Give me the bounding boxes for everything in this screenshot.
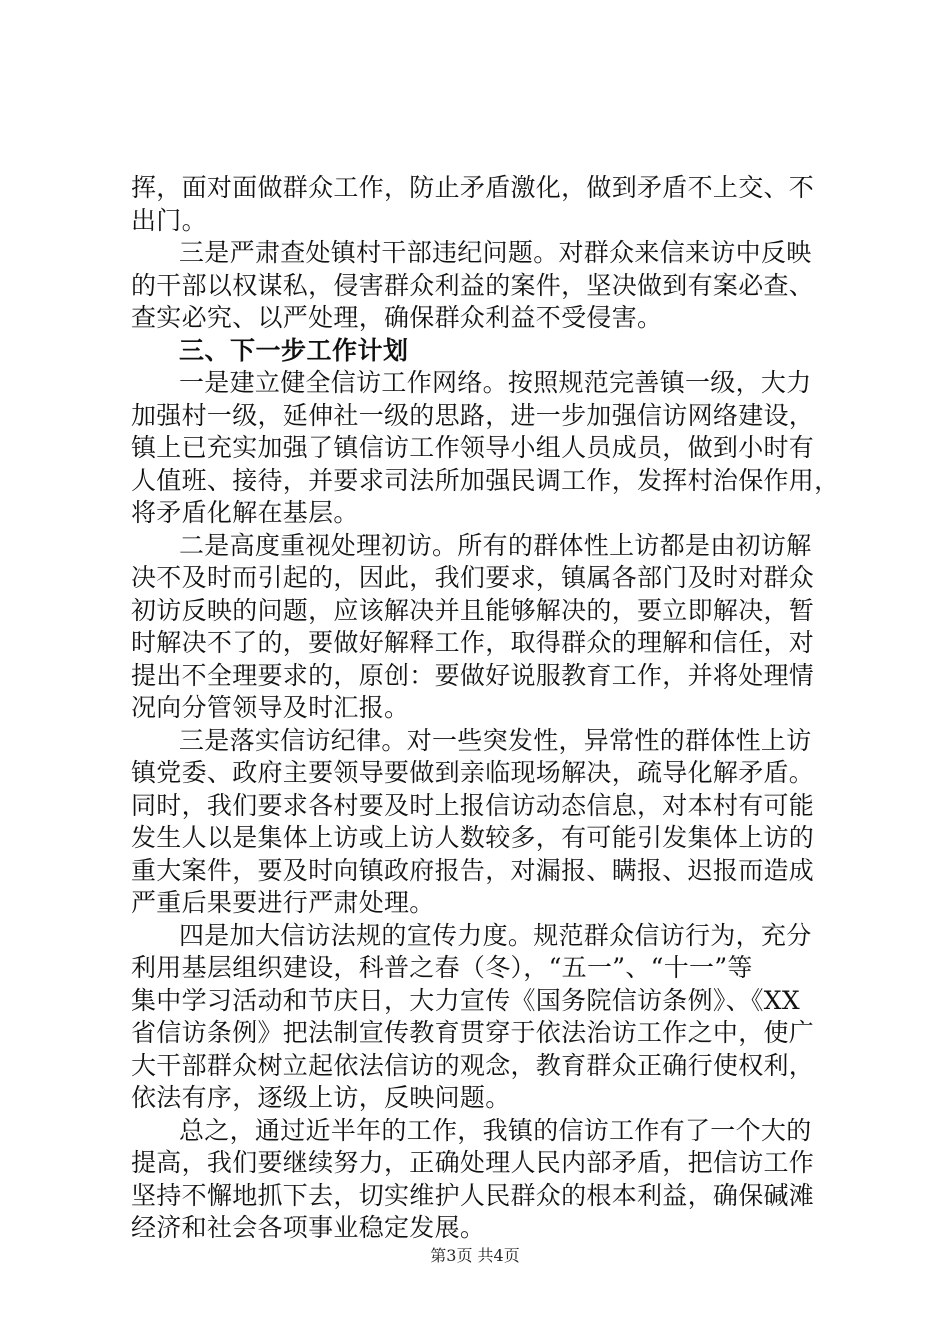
text-line: 发生人以是集体上访或上访人数较多，有可能引发集体上访的 [131,823,815,852]
text-line: 加强村一级，延伸社一级的思路，进一步加强信访网络建设， [131,400,815,430]
text-line: 的干部以权谋私，侵害群众利益的案件，坚决做到有案必查、 [131,270,815,300]
text-line: 挥，面对面做群众工作，防止矛盾激化，做到矛盾不上交、不 [131,173,815,202]
text-line: 三是落实信访纪律。对一些突发性，异常性的群体性上访 [179,725,812,755]
text-line: 镇上已充实加强了镇信访工作领导小组人员成员，做到小时有 [131,433,815,462]
text-line: 大干部群众树立起依法信访的观念，教育群众正确行使权利， [131,1050,815,1080]
text-line: 总之，通过近半年的工作，我镇的信访工作有了一个大的 [179,1115,812,1145]
text-line: 四是加大信访法规的宣传力度。规范群众信访行为，充分 [179,920,812,950]
text-line: 提高，我们要继续努力，正确处理人民内部矛盾，把信访工作 [131,1148,815,1177]
text-line: 二是高度重视处理初访。所有的群体性上访都是由初访解 [179,530,812,560]
text-line: 重大案件，要及时向镇政府报告，对漏报、瞒报、迟报而造成 [131,855,815,885]
document-body [131,172,843,1245]
text-line: 人值班、接待，并要求司法所加强民调工作，发挥村治保作用， [131,465,840,495]
text-line: 严重后果要进行严肃处理。 [131,888,435,917]
text-line: 坚持不懈地抓下去，切实维护人民群众的根本利益，确保碱滩 [131,1180,815,1210]
page-footer: 第3页 共4页 [430,1246,520,1265]
text-line: 三是严肃查处镇村干部违纪问题。对群众来信来访中反映 [179,238,812,267]
section-heading: 三、下一步工作计划 [179,335,409,365]
text-line: 经济和社会各项事业稳定发展。 [131,1213,486,1242]
text-line: 提出不全理要求的，原创：要做好说服教育工作，并将处理情 [131,660,815,690]
text-line: 决不及时而引起的，因此，我们要求，镇属各部门及时对群众 [131,563,815,592]
text-line: 同时，我们要求各村要及时上报信访动态信息，对本村有可能 [131,790,815,820]
text-line: 镇党委、政府主要领导要做到亲临现场解决，疏导化解矛盾。 [131,758,815,787]
text-line: 省信访条例》把法制宣传教育贯穿于依法治访工作之中，使广 [131,1018,815,1047]
text-line: 利用基层组织建设，科普之春（冬），“五一”、“十一”等 [131,953,753,982]
text-line: 时解决不了的，要做好解释工作，取得群众的理解和信任，对 [131,628,815,657]
text-line: 将矛盾化解在基层。 [131,498,359,527]
text-line: 出门。 [131,205,207,235]
text-line: 集中学习活动和节庆日，大力宣传《国务院信访条例》、《XX [131,985,800,1015]
text-line: 况向分管领导及时汇报。 [131,693,410,722]
text-line: 一是建立健全信访工作网络。按照规范完善镇一级，大力 [179,368,812,397]
text-line: 初访反映的问题，应该解决并且能够解决的，要立即解决，暂 [131,595,815,625]
text-line: 查实必究、以严处理，确保群众利益不受侵害。 [131,303,663,332]
text-line: 依法有序，逐级上访，反映问题。 [131,1083,511,1112]
